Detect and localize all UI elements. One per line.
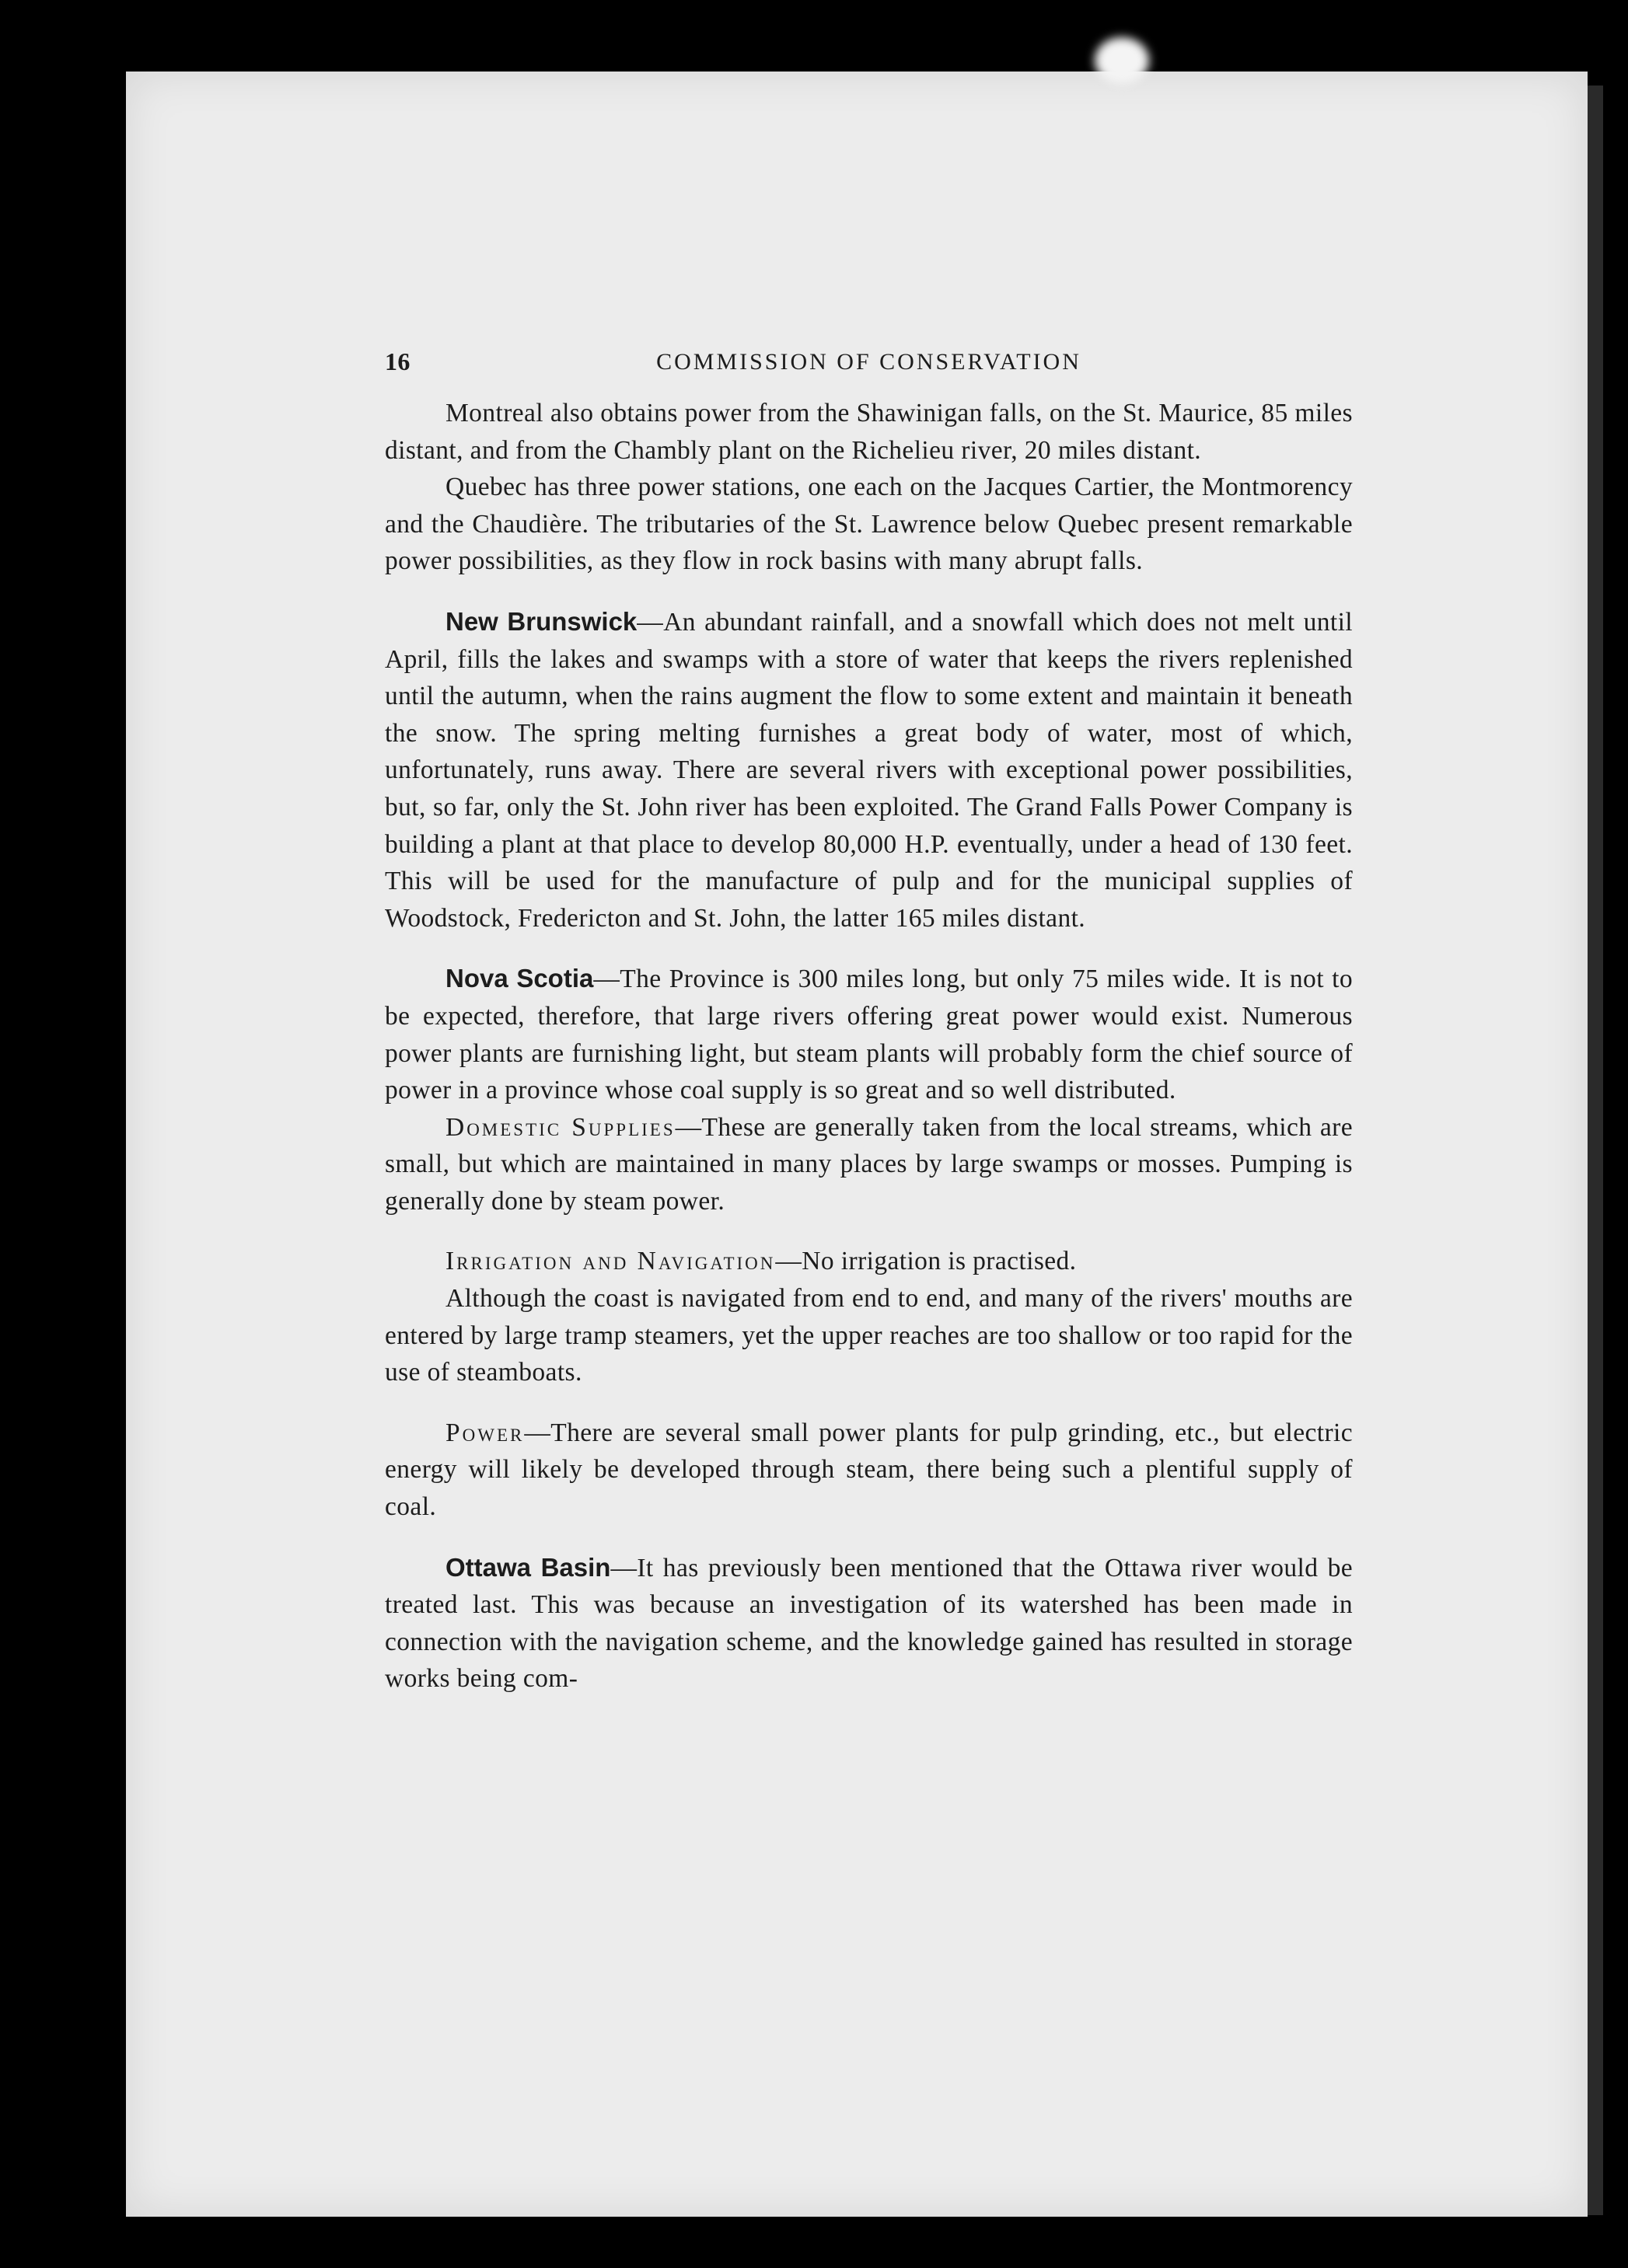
paragraph-domestic-supplies <box>385 1109 1353 1220</box>
paragraph-nova-scotia <box>385 960 1353 1108</box>
section-heading: Ottawa Basin <box>445 1552 611 1582</box>
section-heading: New Brunswick <box>445 606 638 636</box>
paragraph-irrigation-navigation <box>385 1243 1353 1280</box>
paragraph-text: —No irrigation is practised. <box>775 1247 1077 1276</box>
paragraph-text: Montreal also obtains power from the Shawinigan falls, on the St. Maurice, 85 miles distant, and from the Chambly plant on the Richelieu river, 20 miles distant. <box>385 399 1353 465</box>
subsection-heading: Irrigation and Navigation <box>445 1247 776 1276</box>
paragraph-navigation <box>385 1280 1353 1391</box>
paragraph-new-brunswick <box>385 603 1353 937</box>
paragraph-montreal <box>385 395 1353 469</box>
page-text <box>385 344 1353 1698</box>
section-heading: Nova Scotia <box>445 964 594 993</box>
paragraph-text: —The Province is 300 miles long, but only 75 miles wide. It is not to be expected, therefore, that large rivers offering great power would exist. Numerous power plants are furnishing light, but steam plants will probably form the chief source of power in a province whose coal supply is so great and so well distributed. <box>385 965 1353 1105</box>
paragraph-quebec <box>385 469 1353 580</box>
paragraph-text: Quebec has three power stations, one each on the Jacques Cartier, the Montmorency and the Chaudière. The tributaries of the St. Lawrence below Quebec present remarkable power possibilities, as they flow in rock basins with many abrupt falls. <box>385 473 1353 576</box>
paragraph-text: —There are several small power plants for pulp grinding, etc., but electric energy will likely be developed through steam, there being such a plentiful supply of coal. <box>385 1418 1353 1522</box>
paragraph-text: —It has previously been mentioned that the Ottawa river would be treated last. This was because an investigation of its watershed has been made in connection with the navigation scheme, and the knowledge gained has resulted in storage works being com- <box>385 1553 1353 1694</box>
running-title: COMMISSION OF CONSERVATION <box>656 349 1081 375</box>
paragraph-text: —An abundant rainfall, and a snowfall which does not melt until April, fills the lakes and swamps with a store of water that keeps the rivers replenished until the autumn, when the rains augment the flow to some extent and maintain it beneath the snow. The spring melting furnishes a great body of water, most of which, unfortunately, runs away. There are several rivers with exceptional power possibilities, but, so far, only the St. John river has been exploited. The Grand Falls Power Company is building a plant at that place to develop 80,000 H.P. eventually, under a head of 130 feet. This will be used for the manufacture of pulp and for the municipal supplies of Woodstock, Fredericton and St. John, the latter 165 miles distant. <box>385 607 1353 933</box>
paragraph-text: —These are generally taken from the local streams, which are small, but which are maintained in many places by large swamps or mosses. Pumping is generally done by steam power. <box>385 1112 1353 1216</box>
subsection-heading: Power <box>445 1418 525 1447</box>
paragraph-text: Although the coast is navigated from end to end, and many of the rivers' mouths are entered by large tramp steamers, yet the upper reaches are too shallow or too rapid for the use of steamboats. <box>385 1284 1353 1387</box>
page-number: 16 <box>385 347 410 375</box>
scan-highlight <box>1095 37 1149 84</box>
page-edge-shadow <box>1588 85 1603 2215</box>
subsection-heading: Domestic Supplies <box>445 1112 676 1142</box>
running-head <box>385 344 1353 390</box>
paragraph-ottawa-basin <box>385 1549 1353 1698</box>
paragraph-power <box>385 1415 1353 1526</box>
